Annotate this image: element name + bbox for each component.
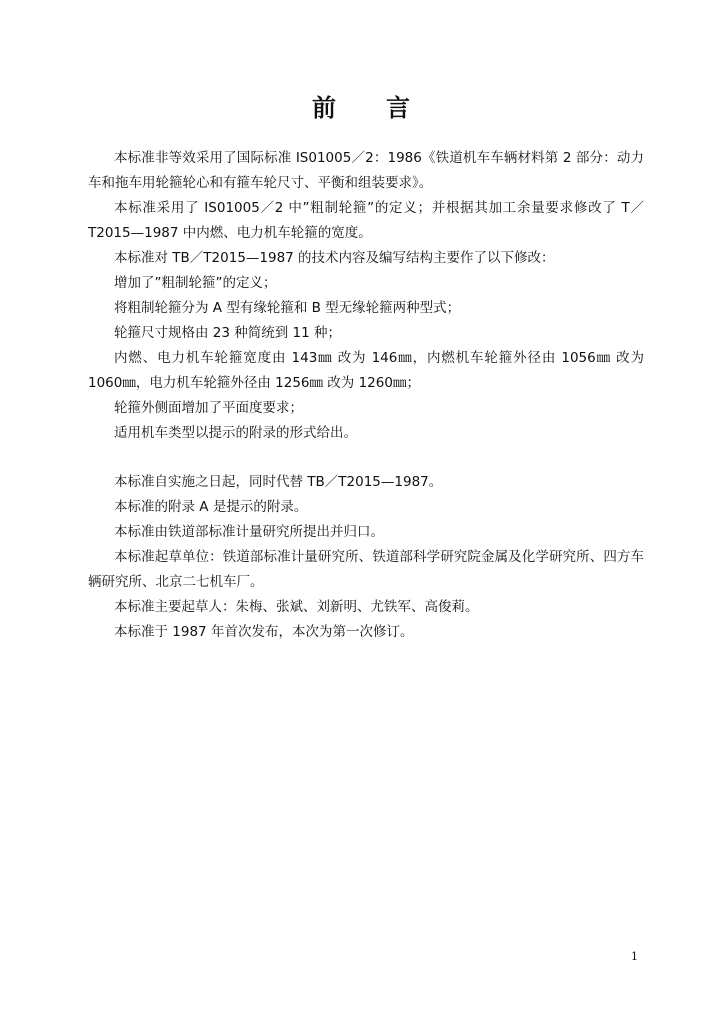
paragraph-1: 本标准非等效采用了国际标准 IS01005／2：1986《铁道机车车辆材料第 2 部分：动力车和拖车用轮箍轮心和有箍车轮尺寸、平衡和组装要求》。 bbox=[88, 150, 644, 191]
paragraph-11: 本标准的附录 A 是提示的附录。 bbox=[114, 499, 308, 515]
paragraph-15: 本标准于 1987 年首次发布，本次为第一次修订。 bbox=[114, 624, 414, 640]
page-number: 1 bbox=[631, 950, 638, 963]
paragraph-2: 本标准采用了 IS01005／2 中”粗制轮箍”的定义；并根据其加工余量要求修改了 T／T2015—1987 中内燃、电力机车轮箍的宽度。 bbox=[88, 200, 644, 241]
paragraph-13: 本标准起草单位：铁道部标准计量研究所、铁道部科学研究院金属及化学研究所、四方车辆研究所、北京二七机车厂。 bbox=[88, 549, 644, 590]
paragraph-12: 本标准由铁道部标准计量研究所提出并归口。 bbox=[114, 524, 384, 540]
paragraph-5: 将粗制轮箍分为 A 型有缘轮箍和 B 型无缘轮箍两种型式； bbox=[114, 300, 461, 316]
paragraph-9: 适用机车类型以提示的附录的形式给出。 bbox=[114, 425, 357, 441]
page-title bbox=[0, 88, 724, 123]
title-char-left: 前 bbox=[312, 94, 338, 122]
paragraph-spacer bbox=[88, 446, 644, 470]
paragraph-4: 增加了”粗制轮箍”的定义； bbox=[114, 275, 277, 291]
paragraph-7: 内燃、电力机车轮箍宽度由 143㎜ 改为 146㎜，内燃机车轮箍外径由 1056㎜ 改为 1060㎜，电力机车轮箍外径由 1256㎜ 改为 1260㎜； bbox=[88, 350, 644, 391]
paragraph-14: 本标准主要起草人：朱梅、张斌、刘新明、尤铁军、高俊莉。 bbox=[114, 599, 479, 615]
paragraph-3: 本标准对 TB／T2015—1987 的技术内容及编写结构主要作了以下修改： bbox=[114, 250, 555, 266]
document-body bbox=[88, 146, 644, 645]
paragraph-6: 轮箍尺寸规格由 23 种简统到 11 种； bbox=[114, 325, 342, 341]
paragraph-10: 本标准自实施之日起，同时代替 TB／T2015—1987。 bbox=[114, 474, 443, 490]
title-char-right: 言 bbox=[386, 94, 412, 122]
paragraph-8: 轮箍外侧面增加了平面度要求； bbox=[114, 400, 303, 416]
